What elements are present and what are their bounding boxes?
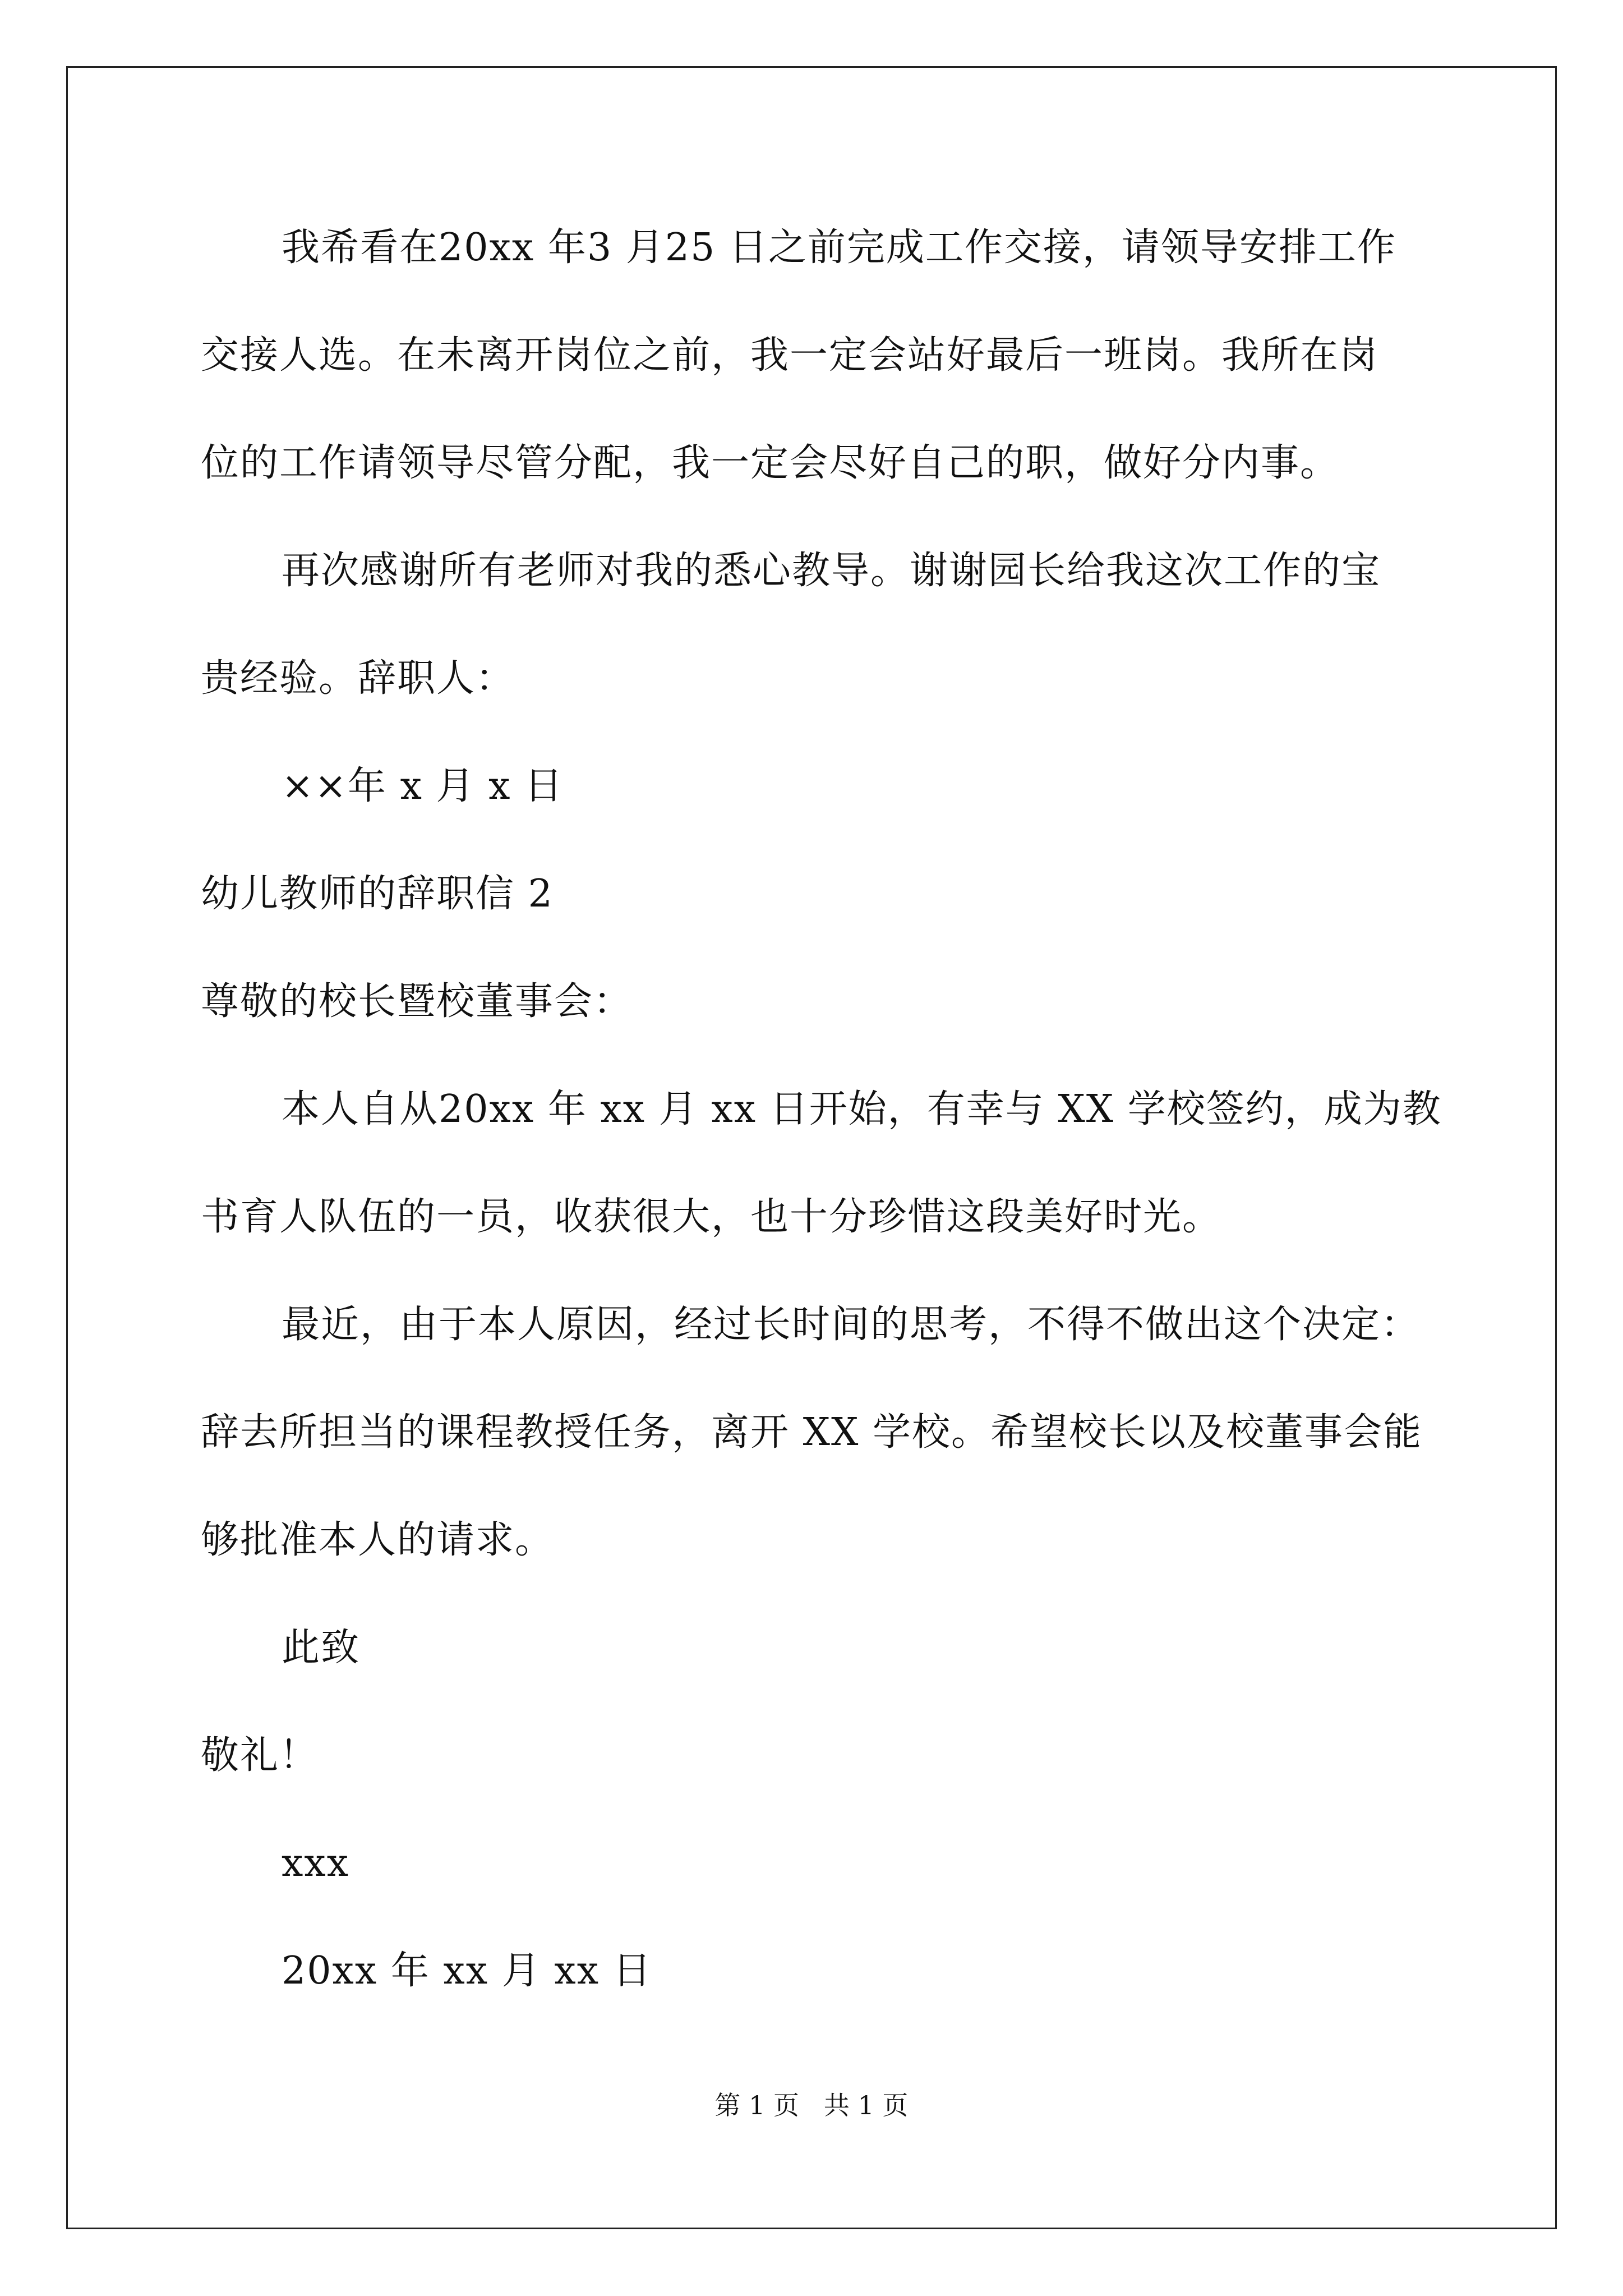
closing-line: 敬礼！ <box>201 1733 319 1778</box>
paragraph-line: 书育人队伍的一员，收获很大，也十分珍惜这段美好时光。 <box>201 1195 1222 1239</box>
paragraph-line: 位的工作请领导尽管分配，我一定会尽好自己的职，做好分内事。 <box>201 441 1340 485</box>
paragraph-line: 辞去所担当的课程教授任务，离开 XX 学校。希望校长以及校董事会能 <box>201 1410 1423 1455</box>
paragraph-line: 再次感谢所有老师对我的悉心教导。谢谢园长给我这次工作的宝 <box>282 549 1381 593</box>
salutation: 尊敬的校长暨校董事会： <box>201 979 633 1024</box>
page-border <box>66 66 1557 2229</box>
date-line: ××年 x 月 x 日 <box>282 764 564 808</box>
date-line: 20xx 年 xx 月 xx 日 <box>282 1949 652 1993</box>
paragraph-line: 本人自从20xx 年 xx 月 xx 日开始，有幸与 XX 学校签约，成为教 <box>282 1087 1442 1131</box>
paragraph-line: 贵经验。辞职人： <box>201 656 515 701</box>
paragraph-line: 我希看在20xx 年3 月25 日之前完成工作交接，请领导安排工作 <box>282 226 1396 270</box>
closing-line: 此致 <box>282 1626 361 1670</box>
section-title: 幼儿教师的辞职信 2 <box>201 872 554 916</box>
paragraph-line: 交接人选。在未离开岗位之前，我一定会站好最后一班岗。我所在岗 <box>201 333 1379 378</box>
paragraph-line: 最近，由于本人原因，经过长时间的思考，不得不做出这个决定： <box>282 1303 1421 1347</box>
signature-line: xxx <box>282 1841 350 1885</box>
page-footer: 第 1 页 共 1 页 <box>714 2090 909 2120</box>
paragraph-line: 够批准本人的请求。 <box>201 1518 555 1562</box>
